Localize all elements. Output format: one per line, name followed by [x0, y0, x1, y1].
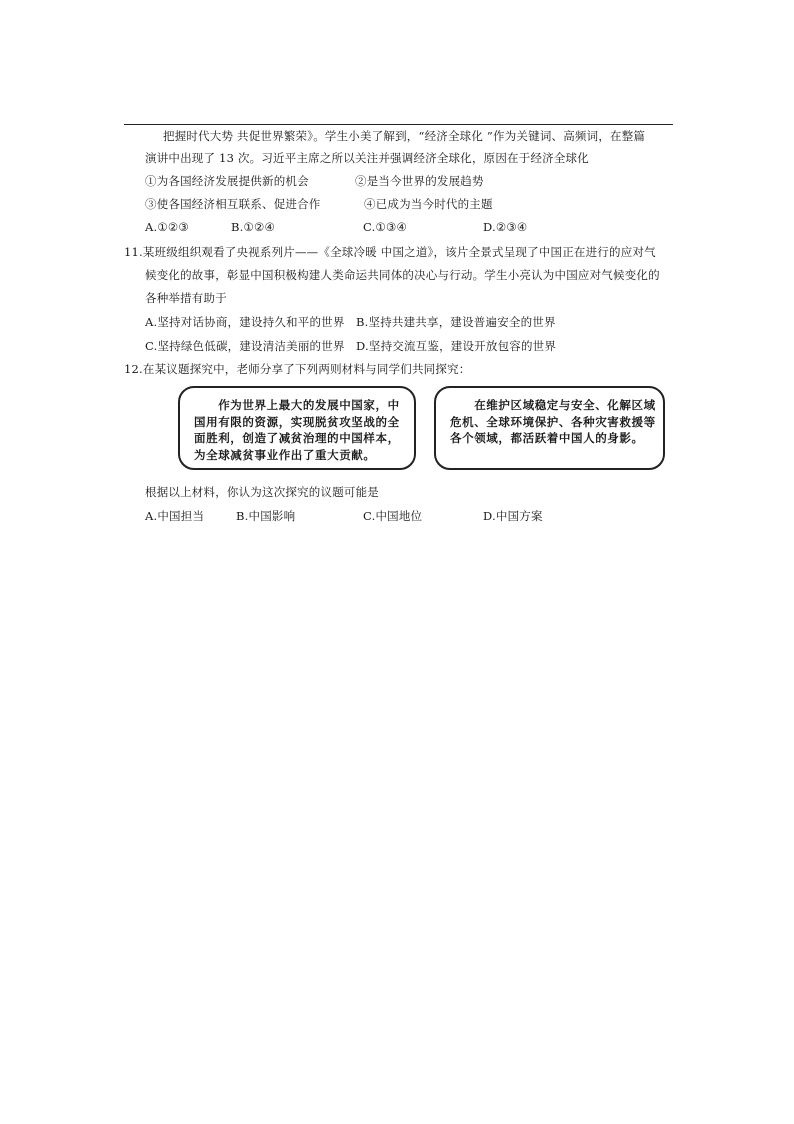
q12-option-a[interactable]: A.中国担当 — [145, 509, 205, 523]
q10-stem-line-1: 把握时代大势 共促世界繁荣》。学生小美了解到，“经济全球化 ”作为关键词、高频词，在整篇 — [163, 129, 646, 143]
material-1-line-3: 面胜利，创造了减贫治理的中国样本， — [194, 431, 400, 445]
q11-option-a[interactable]: A.坚持对话协商，建设持久和平的世界 — [145, 315, 345, 329]
material-1-box — [178, 386, 416, 470]
q11-option-b[interactable]: B.坚持共建共享，建设普遍安全的世界 — [356, 315, 556, 329]
q12-prompt: 根据以上材料，你认为这次探究的议题可能是 — [145, 485, 379, 499]
material-2-line-3: 各个领域，都活跃着中国人的身影。 — [450, 431, 644, 445]
q11-stem-line-2: 候变化的故事，彰显中国积极构建人类命运共同体的决心与行动。学生小亮认为中国应对气候变化的 — [145, 268, 660, 282]
q11-option-c[interactable]: C.坚持绿色低碳，建设清洁美丽的世界 — [145, 339, 345, 353]
q10-option-b[interactable]: B.①②④ — [231, 220, 276, 234]
q12-option-c[interactable]: C.中国地位 — [363, 509, 423, 523]
material-1-line-4: 为全球减贫事业作出了重大贡献。 — [194, 447, 376, 462]
q12-stem: 12.在某议题探究中，老师分享了下列两则材料与同学们共同探究： — [124, 362, 471, 376]
material-2-box — [434, 386, 665, 470]
q12-option-b[interactable]: B.中国影响 — [236, 509, 296, 523]
q10-statement-3: ③使各国经济相互联系、促进合作 — [145, 197, 321, 211]
q10-option-d[interactable]: D.②③④ — [483, 220, 528, 234]
q11-stem-line-3: 各种举措有助于 — [145, 291, 227, 305]
q11-option-d[interactable]: D.坚持交流互鉴，建设开放包容的世界 — [356, 339, 557, 353]
material-2-line-1: 在维护区域稳定与安全、化解区域 — [450, 398, 656, 412]
q12-option-d[interactable]: D.中国方案 — [483, 509, 543, 523]
q10-statement-4: ④已成为当今时代的主题 — [364, 197, 493, 211]
q11-stem-line-1: 11.某班级组织观看了央视系列片——《全球冷暖 中国之道》，该片全景式呈现了中国正在进行的应对气 — [124, 245, 656, 259]
header-rule — [124, 124, 673, 125]
q10-statement-2: ②是当今世界的发展趋势 — [355, 174, 484, 188]
q10-option-a[interactable]: A.①②③ — [145, 220, 189, 234]
material-2-line-2: 危机、全球环境保护、各种灾害救援等 — [450, 414, 656, 429]
material-1-line-1: 作为世界上最大的发展中国家，中 — [194, 398, 400, 412]
material-1-line-2: 国用有限的资源，实现脱贫攻坚战的全 — [194, 414, 400, 429]
q10-option-c[interactable]: C.①③④ — [363, 220, 407, 234]
q10-stem-line-2: 演讲中出现了 13 次。习近平主席之所以关注并强调经济全球化，原因在于经济全球化 — [145, 151, 589, 165]
q10-statement-1: ①为各国经济发展提供新的机会 — [145, 174, 309, 188]
